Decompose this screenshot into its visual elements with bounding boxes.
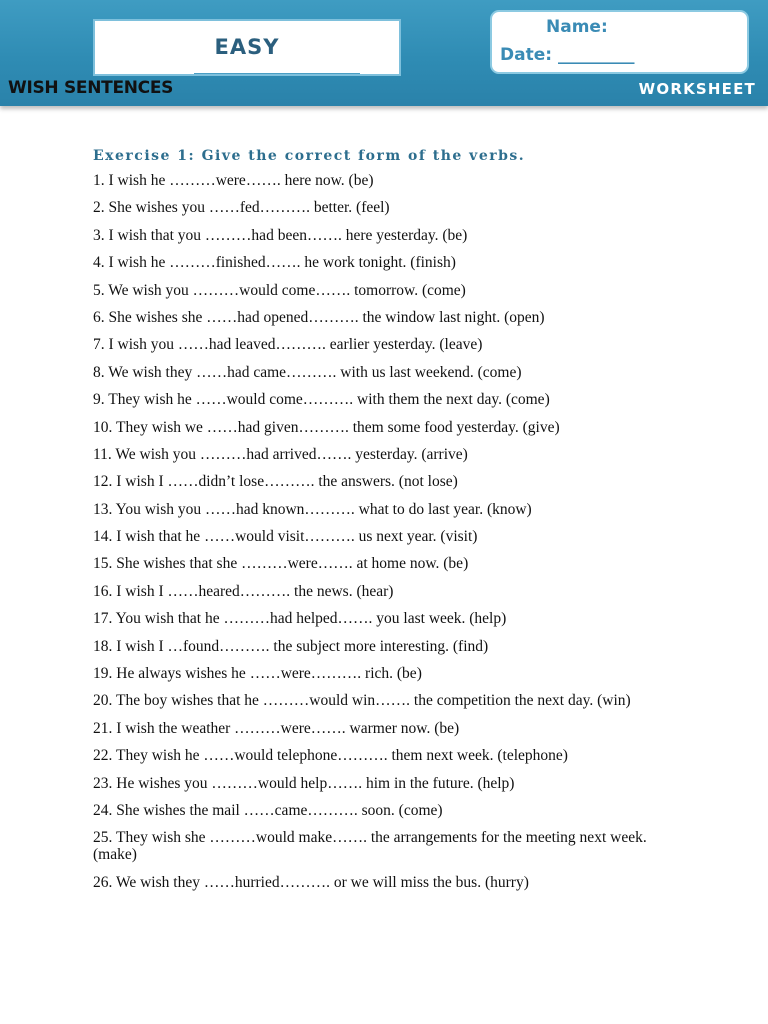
question-item: 2. She wishes you ……fed………. better. (feel) — [93, 199, 390, 217]
question-item: 21. I wish the weather ………were……. warmer now. (be) — [93, 719, 460, 737]
header-banner — [0, 0, 768, 106]
question-item: 16. I wish I ……heared………. the news. (hear) — [93, 582, 394, 600]
question-item: 5. We wish you ………would come……. tomorrow. (come) — [93, 281, 466, 299]
question-item: 11. We wish you ………had arrived……. yesterday. (arrive) — [93, 445, 468, 463]
question-item: 4. I wish he ………finished……. he work tonight. (finish) — [93, 254, 456, 272]
name-field-label[interactable]: Name: — [546, 17, 608, 37]
question-item: 6. She wishes she ……had opened………. the window last night. (open) — [93, 308, 545, 326]
level-label: EASY — [214, 35, 280, 59]
question-item: 9. They wish he ……would come………. with them the next day. (come) — [93, 391, 550, 409]
question-item: 14. I wish that he ……would visit………. us next year. (visit) — [93, 528, 478, 546]
question-item: 18. I wish I …found………. the subject more interesting. (find) — [93, 637, 489, 655]
question-item: 12. I wish I ……didn’t lose………. the answers. (not lose) — [93, 473, 458, 491]
question-item: 22. They wish he ……would telephone………. them next week. (telephone) — [93, 747, 568, 765]
student-info-box[interactable] — [490, 10, 749, 74]
question-item: 15. She wishes that she ………were……. at home now. (be) — [93, 555, 469, 573]
worksheet-label: WORKSHEET — [638, 80, 756, 98]
question-item: 7. I wish you ……had leaved………. earlier yesterday. (leave) — [93, 336, 483, 354]
question-item: 8. We wish they ……had came………. with us last weekend. (come) — [93, 363, 522, 381]
question-item: 19. He always wishes he ……were………. rich. (be) — [93, 665, 422, 683]
level-box — [93, 19, 401, 76]
question-list — [93, 172, 668, 891]
question-item: 20. The boy wishes that he ………would win……. the competition the next day. (win) — [93, 692, 631, 710]
question-item: 17. You wish that he ………had helped……. you last week. (help) — [93, 610, 507, 628]
question-item: 25. They wish she ………would make……. the arrangements for the meeting next week. (make) — [93, 829, 647, 864]
exercise-title: Exercise 1: Give the correct form of the verbs. — [93, 148, 526, 164]
question-item: 23. He wishes you ………would help……. him in the future. (help) — [93, 774, 515, 792]
worksheet-title: WISH SENTENCES — [8, 78, 174, 98]
question-item: 24. She wishes the mail ……came………. soon. (come) — [93, 801, 443, 819]
date-field-label[interactable]: Date: _________ — [500, 45, 635, 65]
question-item: 3. I wish that you ………had been……. here yesterday. (be) — [93, 226, 468, 244]
question-item: 13. You wish you ……had known………. what to do last year. (know) — [93, 500, 532, 518]
question-item: 10. They wish we ……had given………. them some food yesterday. (give) — [93, 418, 560, 436]
question-item: 26. We wish they ……hurried………. or we will miss the bus. (hurry) — [93, 873, 529, 891]
exercise-section — [93, 147, 668, 901]
question-item: 1. I wish he ………were……. here now. (be) — [93, 172, 374, 189]
level-underline — [194, 73, 360, 74]
